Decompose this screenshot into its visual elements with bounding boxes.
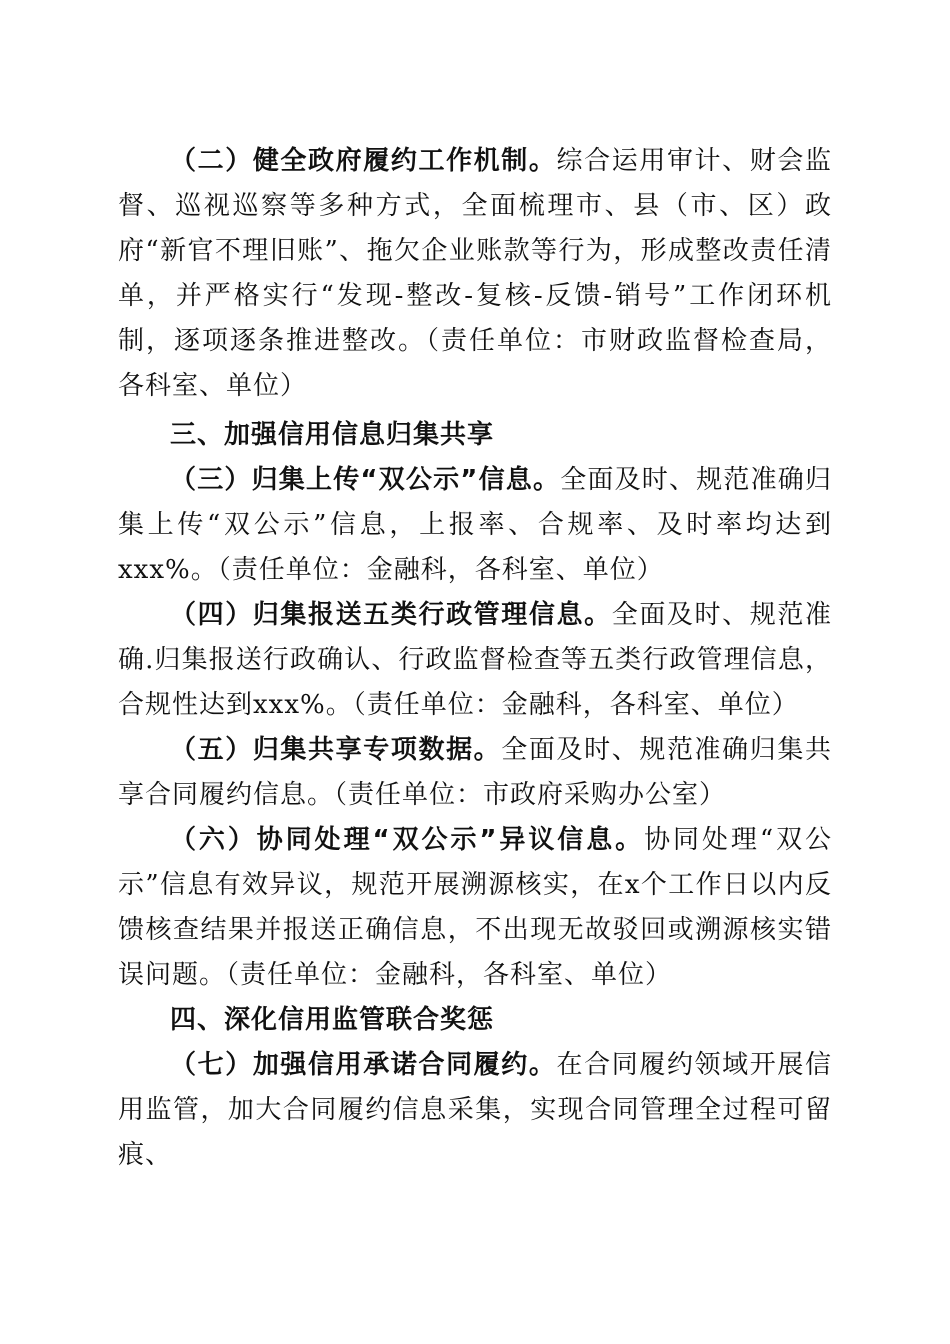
paragraph-lead: （七）加强信用承诺合同履约。: [170, 1050, 557, 1080]
paragraph-4: [118, 593, 832, 728]
paragraph-text: 协同处理“双公示”信息有效异议，规范开展溯源核实，在x个工作日以内反馈核查结果并报送正确信息，不出现无故驳回或溯源核实错误问题。（责任单位：金融科，各科室、单位）: [118, 825, 832, 990]
paragraph-text: 全面及时、规范准确归集共享合同履约信息。（责任单位：市政府采购办公室）: [118, 735, 832, 810]
paragraph-lead: （二）健全政府履约工作机制。: [170, 146, 557, 176]
paragraph-5: [118, 728, 832, 818]
paragraph-text: 全面及时、规范准确归集上传“双公示”信息，上报率、合规率、及时率均达到xxx%。（责任单位：金融科，各科室、单位）: [118, 465, 832, 585]
paragraph-text: 综合运用审计、财会监督、巡视巡察等多种方式，全面梳理市、县（市、区）政府“新官不理旧账”、拖欠企业账款等行为，形成整改责任清单，并严格实行“发现-整改-复核-反馈-销号”工作闭环机制，逐项逐条推进整改。（责任单位：市财政监督检查局，各科室、单位）: [118, 146, 832, 401]
paragraph-6: [118, 818, 832, 998]
paragraph-text: 全面及时、规范准确.归集报送行政确认、行政监督检查等五类行政管理信息，合规性达到xxx%。（责任单位：金融科，各科室、单位）: [118, 600, 832, 720]
paragraph-lead: （四）归集报送五类行政管理信息。: [170, 600, 612, 630]
section-heading-4: 四、深化信用监管联合奖惩: [170, 1005, 495, 1035]
paragraph-3: [118, 458, 832, 593]
paragraph-lead: （三）归集上传“双公示”信息。: [170, 465, 561, 495]
paragraph-7: [118, 1043, 832, 1178]
paragraph-2: [118, 139, 832, 409]
paragraph-lead: （六）协同处理“双公示”异议信息。: [170, 825, 645, 855]
paragraph-text: 在合同履约领域开展信用监管，加大合同履约信息采集，实现合同管理全过程可留痕、: [118, 1050, 832, 1170]
paragraph-lead: （五）归集共享专项数据。: [170, 735, 502, 765]
section-heading-3: 三、加强信用信息归集共享: [170, 420, 495, 450]
